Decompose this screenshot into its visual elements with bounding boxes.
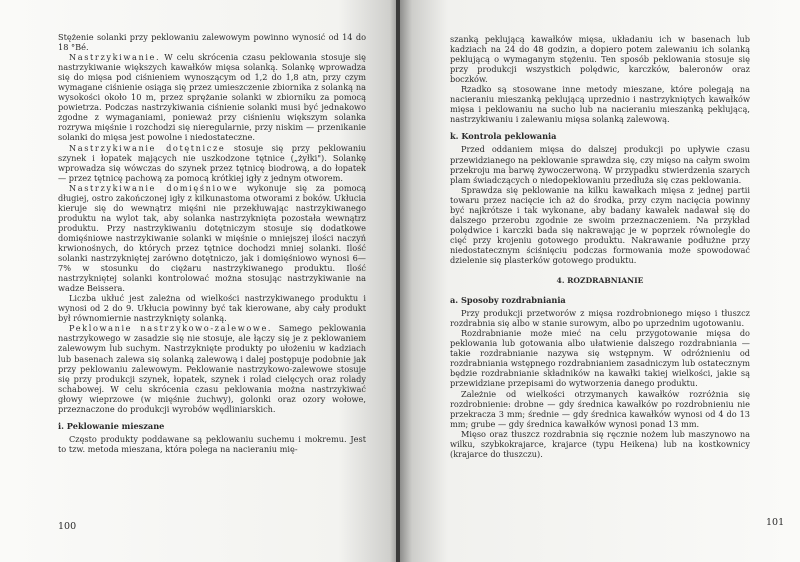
paragraph: Mięso oraz tłuszcz rozdrabnia się ręcznie nożem lub maszynowo na wilku, szybkokrajarce, krajarce (typu Heikena) lub na kostkownicy (krajarce do tłuszczu). xyxy=(450,428,750,459)
paragraph: Rozdrabnianie może mieć na celu przygotowanie mięsa do peklowania lub gotowania albo ułatwienie dalszego rozdrabniania — takie rozdrabnianie nazywa się wstępnym. W odróżnieniu od rozdrabniania wstępnego rozdrabnianiem zasadniczym lub ostatecznym będzie rozdrabnianie składników na kawałki takiej wielkości, jakie są przewidziane przepisami do wytworzenia danego produktu. xyxy=(450,328,750,389)
section-heading: i. Peklowanie mieszane xyxy=(58,420,165,431)
paragraph: szanką peklującą kawałków mięsa, układaniu ich w basenach lub kadziach na 24 do 48 godzin, a dopiero potem zalewaniu ich solanką peklującą o wymaganym stężeniu. Ten sposób peklowania stosuje się przy produkcji wszystkich polędwic, karczków, baleronów oraz boczków. xyxy=(450,34,750,85)
paragraph-text: W celu skrócenia czasu peklowania stosuje się nastrzykiwanie większych kawałków mięsa solanką. Solankę wprowadza się do mięsa pod ciśnieniem wynoszącym od 1,2 do 1,8 atn, przy czym wymagane ciśnienie osiąga się przez umieszczenie zbiornika z solanką na wysokości około 10 m, przez sprężanie solanki w zbiorniku za pomocą powietrza. Podczas nastrzykiwania ciśnienie solanki musi być jednakowo zgodne z wymaganiami, ponieważ przy ciśnieniu większym solanka rozrywa mięśnie i rozchodzi się nieregularnie, przy niskim — przenikanie solanki do mięsa jest powolne i niedostateczne. xyxy=(58,52,366,143)
left-page xyxy=(0,0,398,562)
section-heading: k. Kontrola peklowania xyxy=(450,131,557,142)
paragraph: Przy produkcji przetworów z mięsa rozdrobnionego mięso i tłuszcz rozdrabnia się albo w stanie surowym, albo po uprzednim ugotowaniu. xyxy=(450,308,750,329)
chapter-heading: 4. ROZDRABNIANIE xyxy=(556,276,644,286)
paragraph xyxy=(58,52,366,142)
right-page xyxy=(400,0,800,562)
paragraph: Rzadko są stosowane inne metody mieszane, które polegają na nacieraniu mieszanką peklującą uprzednio i nastrzykniętych kawałków mięsa i peklowaniu na sucho lub na nacieraniu mieszanką peklującą, nastrzykiwaniu i zalewaniu mięsa solanką zalewową. xyxy=(450,84,750,125)
paragraph xyxy=(58,183,366,294)
paragraph: Zależnie od wielkości otrzymanych kawałków rozróżnia się rozdrobnienie: drobne — gdy średnica kawałków po rozdrobnieniu nie przekracza 3 mm; średnie — gdy średnica kawałków wynosi od 4 do 13 mm; grube — gdy średnica kawałków wynosi ponad 13 mm. xyxy=(450,388,750,429)
right-text-column xyxy=(450,34,750,459)
paragraph-text: Samego peklowania nastrzykowego w zasadzie się nie stosuje, ale łączy się je z peklowaniem zalewowym lub suchym. Nastrzyknięte produkty po ułożeniu w kadziach lub basenach zalewa się solanką zalewową i dalej postępuje podobnie jak przy peklowaniu zalewowym. Peklowanie nastrzykowo-zalewowe stosuje się przy produkcji szynek, łopatek, szynek i rolad cielęcych oraz rolady schabowej. W celu skrócenia czasu peklowania można nastrzykiwać głowy wieprzowe (w mięśnie żuchwy), golonki oraz ozory wołowe, przeznaczone do produkcji wyrobów wędliniarskich. xyxy=(58,323,366,414)
spaced-term: Nastrzykiwanie. xyxy=(69,52,161,63)
paragraph: Często produkty poddawane są peklowaniu suchemu i mokremu. Jest to tzw. metoda mieszana, która polega na nacieraniu mię- xyxy=(58,433,366,454)
paragraph-text: stosuje się przy peklowaniu szynek i łopatek mających nie uszkodzone tętnice („żyłki"). Solankę wprowadza się wówczas do szynek przez tętnicę biodrową, a do łopatek — przez tętnicę pachową za pomocą krótkiej igły z jednym otworem. xyxy=(58,142,366,183)
paragraph: Przed oddaniem mięsa do dalszej produkcji po upływie czasu przewidzianego na peklowanie sprawdza się, czy mięso na całym swoim przekroju ma barwę żywoczerwoną. W przypadku stwierdzenia szarych plam świadczących o niedopeklowaniu przedłuża się czas peklowania. xyxy=(450,144,750,185)
paragraph-text: wykonuje się za pomocą długiej, ostro zakończonej igły z kilkunastoma otworami z boków. Ukłucia kieruje się do wewnątrz mięśni nie przekłuwając nastrzykiwanego produktu na wylot tak, aby solanka nastrzyknięta pozostała wewnątrz produktu. Przy nastrzykiwaniu dotętniczym stosuje się dodatkowe domięśniowe nastrzykiwanie solanki w mięśnie o mniejszej ilości naczyń krwionośnych, do których przez tętnice dochodzi mniej solanki. Ilość solanki nastrzykniętej zarówno dotętniczo, jak i domięśniowo wynosi 6—7% w stosunku do ciężaru nastrzykiwanego produktu. Ilość nastrzykniętej solanki kontrolować można stosując nastrzykiwanie na wadze Beissera. xyxy=(58,182,366,294)
page-number: 101 xyxy=(766,517,785,528)
spaced-term: Nastrzykiwanie domięśniowe xyxy=(69,182,239,193)
spaced-term: Peklowanie nastrzykowo-zalewowe. xyxy=(69,323,273,334)
page-number: 100 xyxy=(58,521,77,532)
section-heading: a. Sposoby rozdrabniania xyxy=(450,295,566,306)
paragraph xyxy=(58,323,366,413)
spaced-term: Nastrzykiwanie dotętnicze xyxy=(69,142,226,153)
paragraph xyxy=(58,143,366,183)
paragraph: Liczba ukłuć jest zależna od wielkości nastrzykiwanego produktu i wynosi od 2 do 9. Ukłucia powinny być tak kierowane, aby cały produkt był równomiernie nastrzyknięty solanką. xyxy=(58,293,366,324)
left-text-column xyxy=(58,32,366,454)
paragraph: Sprawdza się peklowanie na kilku kawałkach mięsa z jednej partii towaru przez nacięcie ich aż do środka, przy czym nacięcia powinny być najkrótsze i tak wykonane, aby badany kawałek nadawał się do dalszego przerobu zgodnie ze swoim przeznaczeniem. Na przykład polędwice i karczki bada się nakrawając je w poprzek równolegle do cięć przy krojeniu gotowego produktu. Nakrawanie podłużne przy niedostatecznym ściśnięciu podczas formowania może spowodować dzielenie się plasterków gotowego produktu. xyxy=(450,184,750,265)
paragraph: Stężenie solanki przy peklowaniu zalewowym powinno wynosić od 14 do 18 °Bé. xyxy=(58,32,366,53)
